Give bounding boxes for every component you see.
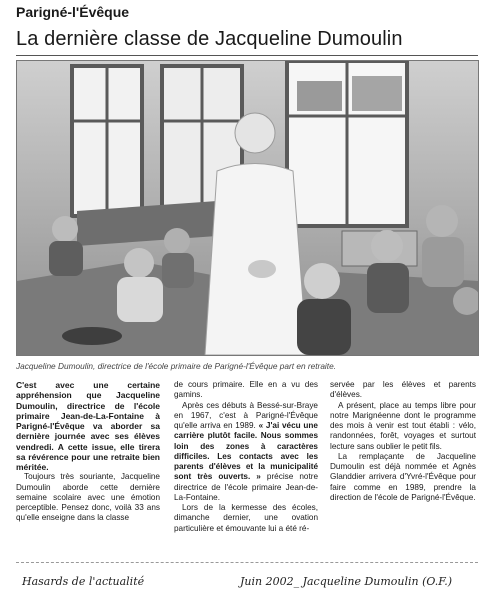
body-paragraph: servée par les élèves et parents d'élèves.	[330, 380, 476, 400]
body-paragraph: La remplaçante de Jacqueline Dumoulin est déjà nommée et Agnès Glanddier arrivera d'Yvré-l'Évêque pour faire comme en 1989, prendre la direction de l'école de Parigné-l'Évêque.	[330, 451, 476, 502]
headline-rule	[16, 55, 478, 56]
article-column-2	[174, 380, 318, 534]
body-paragraph: Lors de la kermesse des écoles, dimanche dernier, une ovation particulière et émouvante lui a été ré-	[174, 503, 318, 533]
body-paragraph: A présent, place au temps libre pour notre Marignéenne dont le programme des mois à venir est tout établi : vélo, randonnées, forêt, voyages et surtout lecture sans oublier le petit fils.	[330, 400, 476, 451]
headline: La dernière classe de Jacqueline Dumoulin	[16, 28, 403, 50]
kicker-location: Parigné-l'Évêque	[16, 4, 130, 20]
lead-paragraph: C'est avec une certaine appréhension que Jacqueline Dumoulin, directrice de l'école primaire Jean-de-La-Fontaine à Parigné-l'Évêque va aborder sa dernière journée avec ses élèves vendredi. A cette issue, elle tirera sa révérence pour une retraite bien méritée.	[16, 380, 160, 472]
quote-intro: Après ces débuts à Bessé-sur-Braye en 1967, c'est à Parigné-l'Évêque qu'elle arriva en 1989.	[174, 400, 318, 430]
quote-text: « J'ai vécu une carrière plutôt facile. Nous sommes loin des zones à caractères difficiles. Les contacts avec les parents d'élèves et la municipalité sont très ouverts. »	[174, 421, 318, 482]
article-column-3	[330, 380, 476, 503]
body-paragraph: de cours primaire. Elle en a vu des gamins.	[174, 380, 318, 400]
photo-caption: Jacqueline Dumoulin, directrice de l'école primaire de Parigné-l'Évêque part en retraite.	[16, 361, 336, 371]
body-paragraph-quote	[174, 401, 318, 504]
article-column-1	[16, 380, 160, 524]
handwritten-note-left: Hasards de l'actualité	[22, 575, 145, 588]
quote-attribution: précise notre directrice de l'école primaire Jean-de-La-Fontaine.	[174, 472, 319, 502]
footer-separator	[16, 562, 478, 563]
handwritten-note-right: Juin 2002_ Jacqueline Dumoulin (O.F.)	[240, 575, 453, 588]
classroom-photo	[16, 60, 479, 356]
body-paragraph: Toujours très souriante, Jacqueline Dumoulin aborde cette dernière semaine scolaire avec une émotion perceptible. Pensez donc, voilà 33 ans qu'elle enseigne dans la classe	[16, 472, 160, 523]
classroom-photo-illustration	[17, 61, 478, 355]
